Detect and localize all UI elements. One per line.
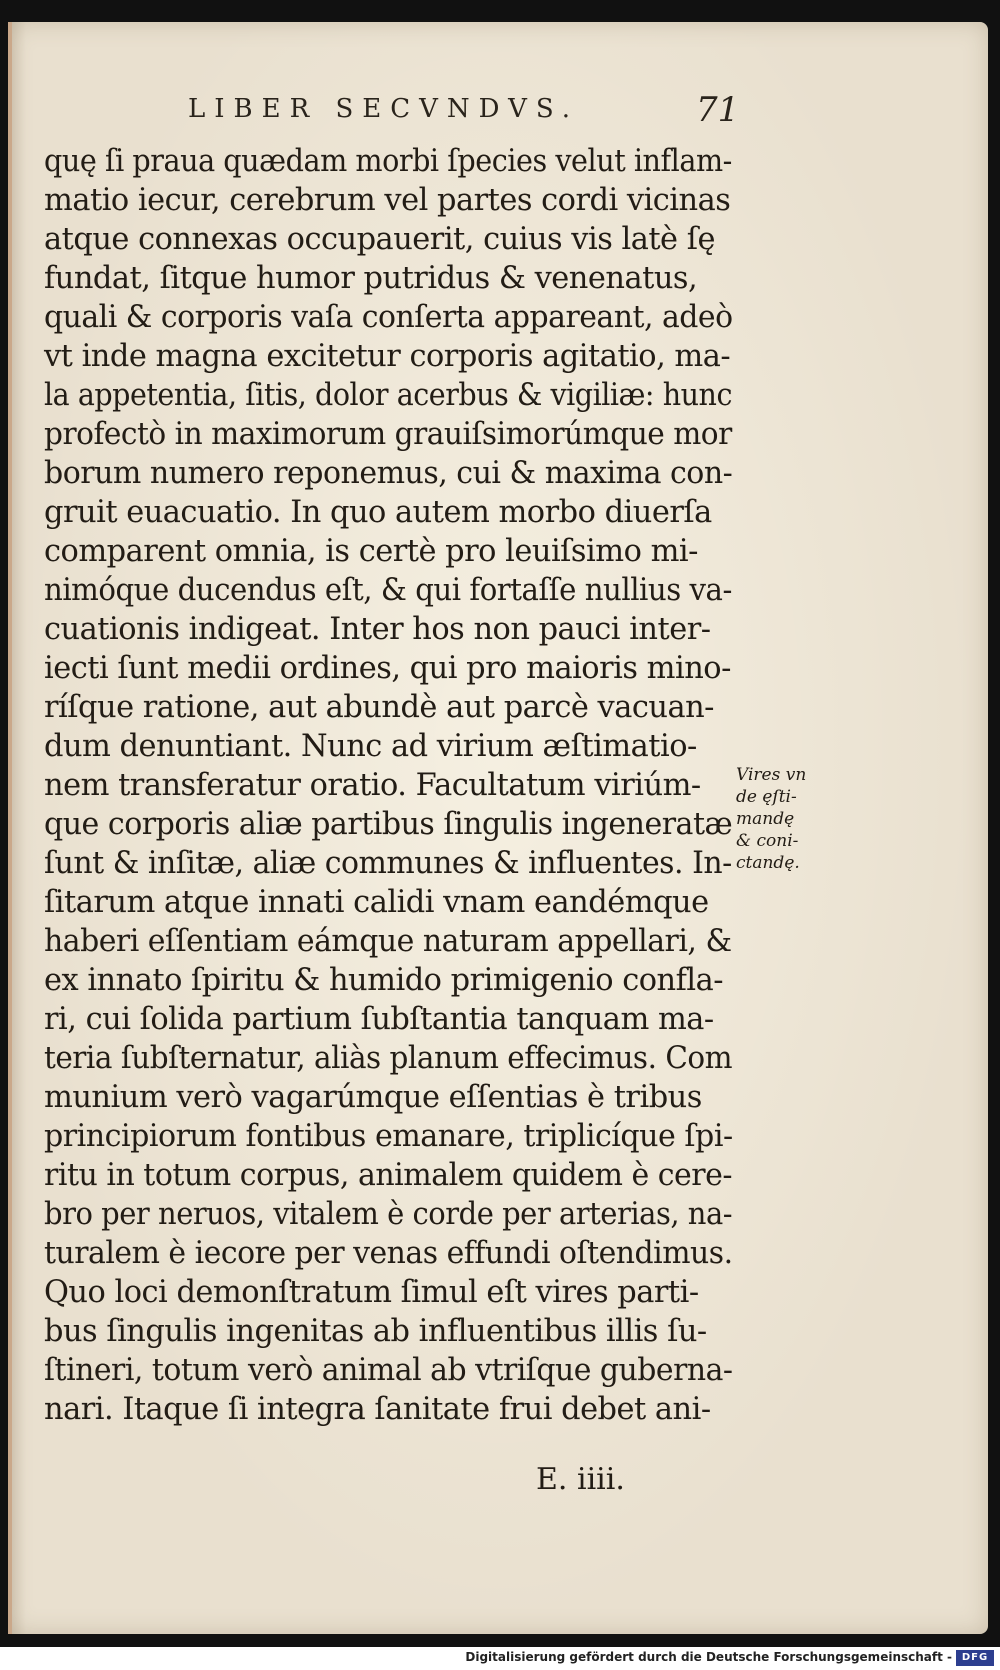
marginal-note-line: ctandę.	[736, 853, 800, 873]
text-line: cuationis indigeat. Inter hos non pauci inter-	[44, 612, 711, 647]
marginal-note-line: & coni-	[736, 831, 799, 851]
text-line: ríſque ratione, aut abundè aut parcè vacuan-	[44, 690, 714, 725]
body-text-block	[44, 142, 734, 1429]
text-line: nem transferatur oratio. Facultatum viriúm-	[44, 768, 701, 803]
marginal-note-line: de ęſti-	[736, 787, 797, 807]
page-binding-edge	[8, 22, 12, 1634]
marginal-note-line: mandę	[736, 809, 795, 829]
text-line: teria ſubſternatur, aliàs planum effecimus. Com	[44, 1041, 733, 1076]
text-line: dum denuntiant. Nunc ad virium æſtimatio-	[44, 729, 697, 764]
text-line: ſunt & inſitæ, aliæ communes & influentes. In-	[44, 846, 732, 881]
text-line: vt inde magna excitetur corporis agitatio, ma-	[44, 339, 731, 374]
text-line: ex innato ſpiritu & humido primigenio confla-	[44, 963, 724, 998]
text-line: profectò in maximorum grauiſsimorúmque mor	[44, 417, 732, 452]
text-line: ri, cui ſolida partium ſubſtantia tanquam ma-	[44, 1002, 714, 1037]
text-line: turalem è iecore per venas effundi oſtendimus.	[44, 1236, 733, 1271]
running-header	[8, 90, 988, 130]
text-line: nari. Itaque ſi integra ſanitate frui debet ani-	[44, 1392, 711, 1427]
text-line: fundat, ſitque humor putridus & venenatus,	[44, 261, 698, 296]
footer-credit: Digitalisierung gefördert durch die Deutsche Forschungsgemeinschaft -	[465, 1650, 952, 1664]
page-number: 71	[696, 90, 740, 130]
text-line: ſtineri, totum verò animal ab vtriſque guberna-	[44, 1353, 733, 1388]
text-line: quali & corporis vaſa conſerta appareant, adeò	[44, 300, 733, 335]
signature-mark: E. iiii.	[536, 1462, 625, 1497]
text-line: ſitarum atque innati calidi vnam eandémque	[44, 885, 709, 920]
running-title: LIBER SECVNDVS.	[188, 94, 579, 124]
text-line: ritu in totum corpus, animalem quidem è cere-	[44, 1158, 733, 1193]
text-line: gruit euacuatio. In quo autem morbo diuerſa	[44, 495, 712, 530]
text-line: haberi eſſentiam eámque naturam appellari, &	[44, 924, 732, 959]
text-line: quę ſi praua quædam morbi ſpecies velut inflam-	[44, 144, 732, 179]
text-line: borum numero reponemus, cui & maxima con-	[44, 456, 733, 491]
text-line: nimóque ducendus eſt, & qui fortaſſe nullius va-	[44, 573, 732, 608]
text-line: bro per neruos, vitalem è corde per arterias, na-	[44, 1197, 733, 1232]
text-line: munium verò vagarúmque eſſentias è tribus	[44, 1080, 702, 1115]
book-page	[8, 22, 988, 1634]
text-line: la appetentia, ſitis, dolor acerbus & vigiliæ: hunc	[44, 378, 732, 413]
text-line: comparent omnia, is certè pro leuiſsimo mi-	[44, 534, 698, 569]
digitization-footer	[0, 1647, 1000, 1670]
text-line: bus ſingulis ingenitas ab influentibus illis ſu-	[44, 1314, 707, 1349]
text-line: atque connexas occupauerit, cuius vis latè ſę	[44, 222, 715, 257]
marginal-note	[736, 764, 846, 874]
text-line: iecti ſunt medii ordines, qui pro maioris mino-	[44, 651, 731, 686]
text-line: Quo loci demonſtratum ſimul eſt vires parti-	[44, 1275, 699, 1310]
marginal-note-line: Vires vn	[736, 765, 807, 785]
text-line: que corporis aliæ partibus ſingulis ingeneratæ	[44, 807, 733, 842]
text-line: principiorum fontibus emanare, triplicíque ſpi-	[44, 1119, 733, 1154]
text-line: matio iecur, cerebrum vel partes cordi vicinas	[44, 183, 731, 218]
dfg-logo-icon: DFG	[956, 1650, 994, 1666]
